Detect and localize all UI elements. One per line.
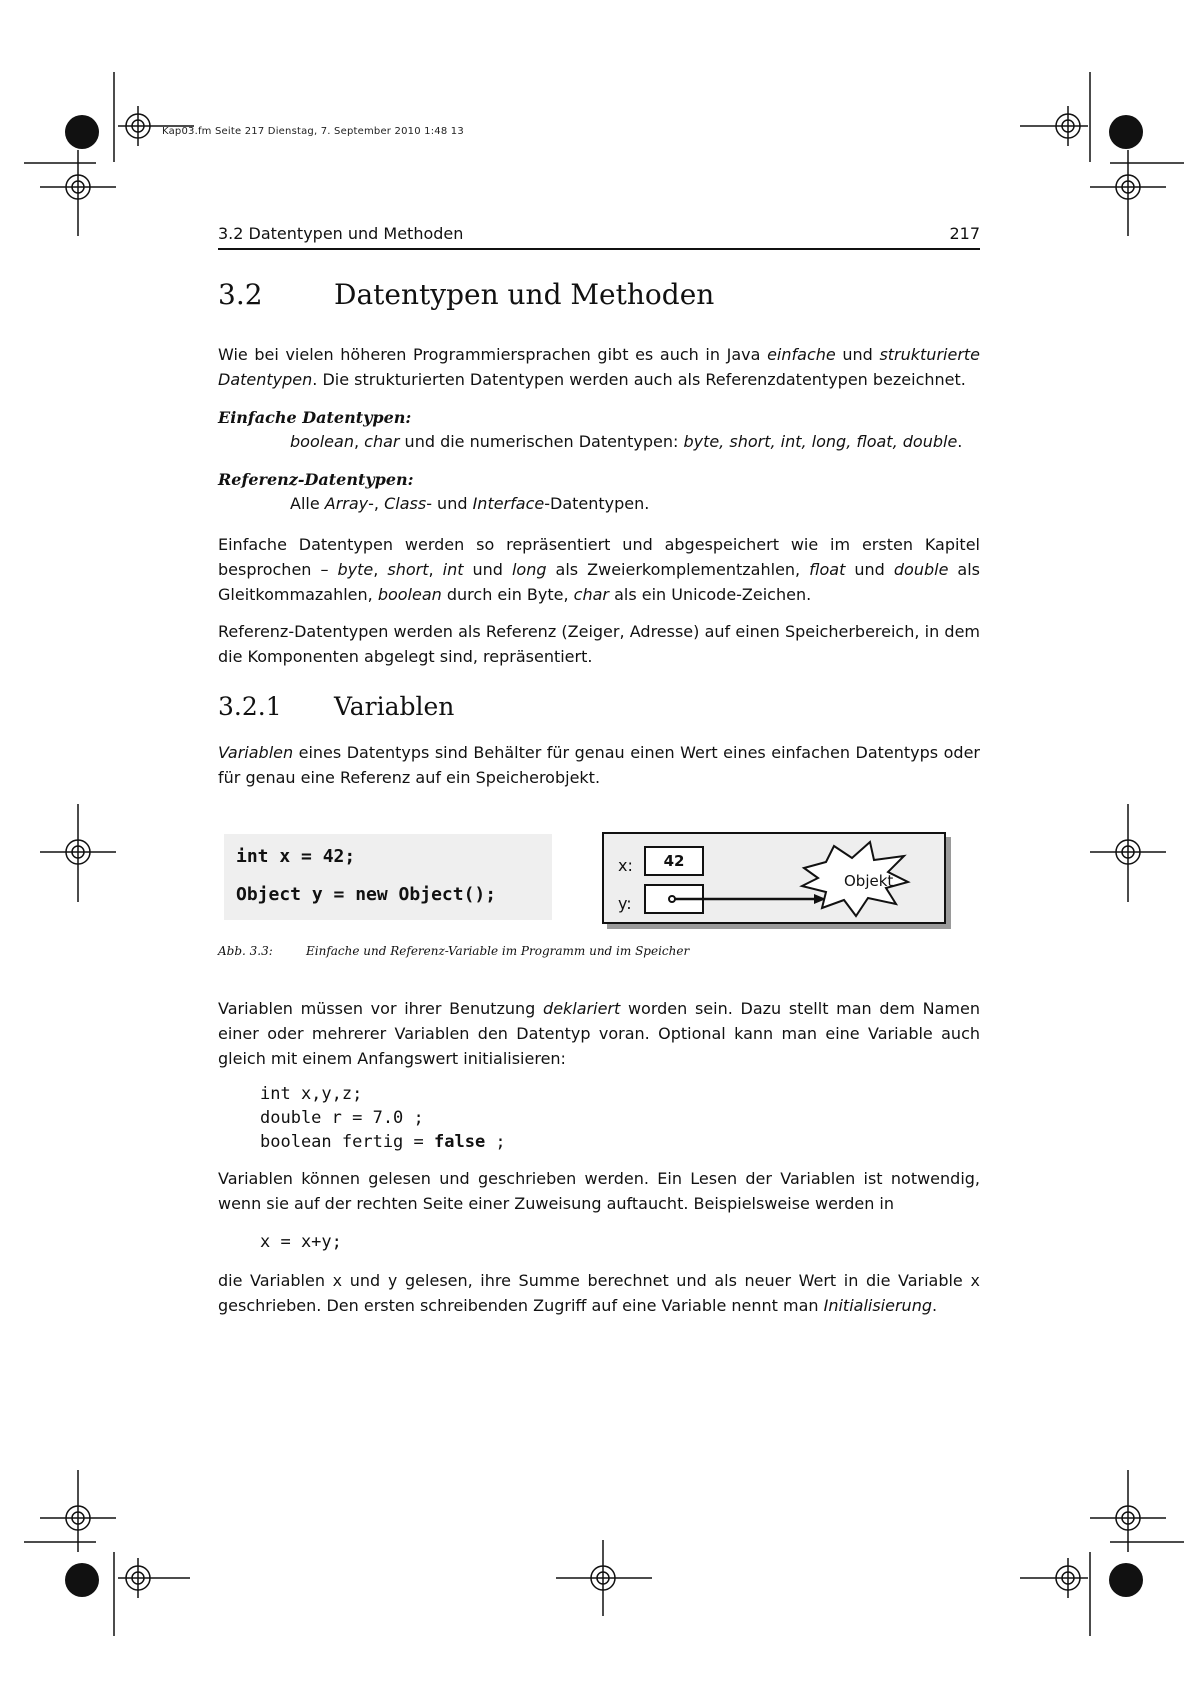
memory-y-label: y:	[618, 894, 632, 913]
paragraph-read-write: Variablen können gelesen und geschrieben werden. Ein Lesen der Variablen ist notwendig, wenn sie auf der rechten Seite einer Zuweisung auftaucht. Beispielsweise werden in	[218, 1169, 980, 1213]
figure-caption-text: Einfache und Referenz-Variable im Programm und im Speicher	[306, 944, 690, 958]
subsection-heading	[218, 692, 454, 721]
paragraph-declaration: Variablen müssen vor ihrer Benutzung deklariert worden sein. Dazu stellt man dem Namen einer oder mehrerer Variablen den Datentyp voran. Optional kann man eine Variable auch gleich mit einem Anfangswert initialisieren:	[218, 999, 980, 1068]
running-head-section: 3.2 Datentypen und Methoden	[218, 224, 464, 243]
figure-caption-label: Abb. 3.3:	[218, 944, 273, 958]
memory-x-cell: 42	[644, 846, 704, 876]
memory-x-label: x:	[618, 856, 633, 875]
figure-code-box	[224, 834, 552, 920]
paragraph-representation: Einfache Datentypen werden so repräsentiert und abgespeichert wie im ersten Kapitel besprochen – byte, short, int und long als Zweierkomplementzahlen, float und double als Gleitkommazahlen, boolean durch ein Byte, char als ein Unicode-Zeichen.	[218, 535, 981, 604]
intro-paragraph: Wie bei vielen höheren Programmiersprachen gibt es auch in Java einfache und strukturierte Datentypen. Die strukturierten Datentypen werden auch als Referenzdatentypen bezeichnet.	[218, 345, 981, 389]
figure-code-line-2: Object y = new Object();	[236, 884, 497, 905]
def-label-simple: Einfache Datentypen:	[218, 408, 412, 427]
paragraph-initialization: die Variablen x und y gelesen, ihre Summe berechnet und als neuer Wert in die Variable x geschrieben. Den ersten schreibenden Zugriff auf eine Variable nennt man Initialisierung.	[218, 1271, 980, 1315]
def-label-reference: Referenz-Datentypen:	[218, 470, 414, 489]
code-block-assignment: x = x+y;	[260, 1232, 342, 1252]
section-heading	[218, 278, 714, 311]
code-line: int x,y,z;	[260, 1084, 363, 1104]
code-line: boolean fertig = false ;	[260, 1132, 506, 1152]
subsection-title: Variablen	[334, 692, 455, 721]
figure-caption	[218, 944, 689, 958]
paragraph-variables: Variablen eines Datentyps sind Behälter für genau einen Wert eines einfachen Datentyps oder für genau eine Referenz auf ein Speicherobjekt.	[218, 743, 980, 787]
section-title: Datentypen und Methoden	[334, 278, 715, 311]
memory-diagram	[602, 832, 946, 924]
def-body-simple: boolean, char und die numerischen Datentypen: byte, short, int, long, float, double.	[290, 432, 963, 451]
paragraph-reference-types: Referenz-Datentypen werden als Referenz (Zeiger, Adresse) auf einen Speicherbereich, in dem die Komponenten abgelegt sind, repräsentiert.	[218, 622, 980, 666]
subsection-number: 3.2.1	[218, 692, 282, 721]
file-slug: Kap03.fm Seite 217 Dienstag, 7. September 2010 1:48 13	[162, 126, 464, 137]
page-number: 217	[949, 224, 980, 243]
def-body-reference: Alle Array-, Class- und Interface-Datentypen.	[290, 494, 650, 513]
running-head	[218, 224, 980, 250]
code-line: double r = 7.0 ;	[260, 1108, 424, 1128]
object-label: Objekt	[844, 872, 894, 890]
section-number: 3.2	[218, 278, 263, 311]
figure-code-line-1: int x = 42;	[236, 846, 356, 867]
code-block-declarations	[260, 1082, 506, 1154]
